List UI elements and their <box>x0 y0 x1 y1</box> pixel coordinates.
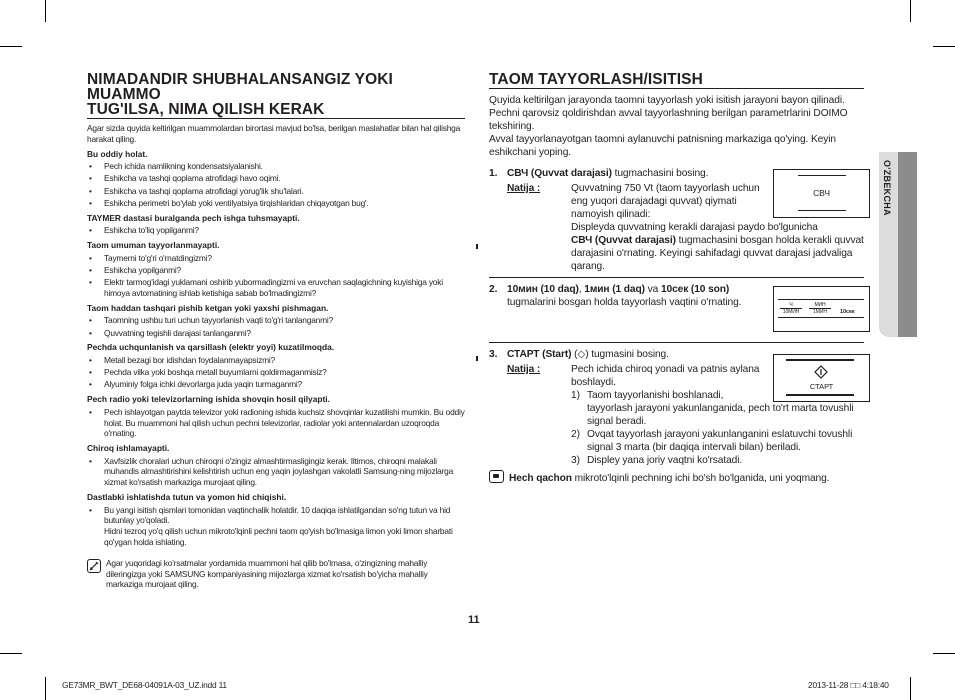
note-pencil-icon <box>87 559 101 573</box>
list-item: 1) Taom tayyorlanishi boshlanadi, <box>571 390 724 401</box>
bullet-list <box>87 315 465 338</box>
divider <box>489 342 864 343</box>
crop-mark <box>0 46 22 47</box>
list-item: tayyorlash jarayoni yakunlanganida, pech to'rt marta tovushli signal beradi. <box>587 403 854 427</box>
title-line: NIMADANDIR SHUBHALANSANGIZ YOKI MUAMMO <box>87 71 393 103</box>
list-item: • Eshikcha va tashqi qoplama atrofidagi havo oqimi. <box>89 173 281 184</box>
list-item: • Pechda vilka yoki boshqa metall buyumlarni qoldirmaganmisiz? <box>89 367 327 378</box>
list-item: • Pech ichida namlikning kondensatsiyalanishi. <box>89 161 263 172</box>
display-power-level: СВЧ <box>773 169 870 218</box>
group-heading: Pech radio yoki televizorlarning ishida shovqin hosil qilyapti. <box>87 394 330 405</box>
bullet-list <box>87 253 465 299</box>
title-line: TUG'ILSA, NIMA QILISH KERAK <box>87 101 325 118</box>
result-label: Natija : <box>507 183 541 194</box>
step-3: 3. СТАРТ (Start) (◇) tugmasini bosing. Natija : Pech ichida chiroq yonadi va patnis aylana boshlaydi. 1) Taom tayyorlanishi boshlanadi, tayyorlash jarayoni yakunlanganida, pech to'rt marta tovushli signal beradi. 2) Ovqat tayyorlash jarayoni yakunlanganini eslatuvchi tovushli signal 3 marta (bir daqiqa intervali bilan) beriladi. 3) Displey yana joriy vaqtni ko'rsatadi. СТАРТ <box>489 348 864 467</box>
start-diamond-icon: ◇ <box>577 349 586 360</box>
list-item: 3) Displey yana joriy vaqtni ko'rsatadi. <box>571 455 743 466</box>
list-item: • Elektr tarmog'idagi yuklamani oshirib yubormadingizmi va eruvchan saqlagichning kuyishiga yoki himoya avtomatining ishlab ketishiga sabab bo'lmadingizmi? <box>89 277 443 298</box>
group-heading: TAYMER dastasi buralganda pech ishga tuhsmayapti. <box>87 212 300 223</box>
bullet-list <box>87 161 465 209</box>
list-item: • Quvvatning tegishli darajasi tanlanganmi? <box>89 327 251 338</box>
intro-text: Agar sizda quyida keltirilgan muammolardan birortasi mavjud bo'lsa, berilgan maslahatlar bilan hal qilishga harakat qiling. <box>87 123 461 144</box>
list-item: • Eshikcha perimetri bo'ylab yoki ventilyatsiya tirqishlaridan chiqayotgan bug'. <box>89 197 369 208</box>
bullet-list <box>87 355 465 390</box>
step-1: 1. СВЧ (Quvvat darajasi) tugmachasini bosing. Natija : Quvvatning 750 Vt (taom tayyorlash uchun eng yuqori darajadagi quvvat) qiymati namoyish qilinadi: Displeyda quvvatning kerakli darajasi paydo bo'lgunicha СВЧ (Quvvat darajasi) tugmachasini bosgan holda kerakli quvvat darajasini o'rnating. Keyingi sahifadagi quvvat darajasi jadvaliga qarang. СВЧ <box>489 167 864 273</box>
list-item: • Eshikcha to'liq yopilganmi? <box>89 225 199 236</box>
crop-mark <box>45 677 46 700</box>
footer-timestamp: 2013-11-28 □□ 4:18:40 <box>808 680 889 690</box>
pointing-hand-icon <box>489 470 504 483</box>
crop-mark <box>933 46 955 47</box>
list-item: • Metall bezagi bor idishdan foydalanmayapsizmi? <box>89 354 275 365</box>
list-item: • Eshikcha va tashqi qoplama atrofidagi yorug'lik shu'lalari. <box>89 185 304 196</box>
cooking-section <box>489 72 864 485</box>
list-item: • Alyuminiy folga ichki devorlarga juda yaqin turmaganmi? <box>89 379 303 390</box>
crop-mark <box>45 0 46 22</box>
list-item: • Pech ishlayotgan paytda televizor yoki radioning ishida kuchsiz shovqinlar kuzatilishi mumkin. Bu oddiy holat. Bu muammoni hal qilish uchun pechni televizorlar, radiolar yoki antennalardan uzoqroqda o'rnating. <box>89 406 465 439</box>
start-diamond-icon <box>814 365 828 379</box>
divider <box>489 277 864 278</box>
bullet-list <box>87 407 465 439</box>
section-title: TAOM TAYYORLASH/ISITISH <box>489 72 864 89</box>
crop-mark <box>910 0 911 22</box>
intro-text: Avval tayyorlanayotgan taomni aylanuvchi patnisning markaziga qo'ying. Keyin eshikchani yoping. <box>489 134 836 158</box>
result-label: Natija : <box>507 364 541 375</box>
step-2: 2. 10мин (10 daq), 1мин (1 daq) va 10сек (10 son) tugmalarini bosgan holda tayyorlash vaqtini o'rnating. Ч 10МИН МИН 1МИН 10сек <box>489 283 864 338</box>
list-item: • Xavfsizlik choralari uchun chiroqni o'zingiz almashtirmasligingiz kerak. Iltimos, chiroqni malakali muhandis almashtirishini kelishtirish uchun eng yaqin joylashgan vakolatli Samsung-ning mijozlarga xizmat ko'rsatish markaziga murojaat qiling. <box>89 455 454 488</box>
bullet-list <box>87 505 465 548</box>
intro-text: Quyida keltirilgan jarayonda taomni tayyorlash yoki isitish jarayoni bayon qilinadi. Pechni qarovsiz qoldirishdan avval tayyorlashning berilgan parametrlarini DOIMO tekshiring. <box>489 95 848 132</box>
group-heading: Taom haddan tashqari pishib ketgan yoki yaxshi pishmagan. <box>87 302 329 313</box>
group-heading: Taom umuman tayyorlanmayapti. <box>87 240 220 251</box>
language-label: O'ZBEKCHA <box>882 160 892 216</box>
crop-mark <box>933 653 955 654</box>
crop-mark <box>910 677 911 700</box>
language-tab <box>879 152 917 337</box>
list-item: 2) Ovqat tayyorlash jarayoni yakunlanganini eslatuvchi tovushli signal 3 marta (bir daqiqa intervali bilan) beriladi. <box>571 429 853 453</box>
list-item: • Bu yangi isitish qismlari tomonidan vaqtinchalik holatdir. 10 daqiqa ishlatilgandan so'ng tutun va hid butunlay yo'qoladi. Hidni tezroq yo'q qilish uchun mikroto'lqinli pechni taom qo'yish bo'lmasiga limon yoki limon sharbati qo'ygan holda ishlating. <box>89 504 453 547</box>
note: Agar yuqoridagi ko'rsatmalar yordamida muammoni hal qilib bo'lmasa, o'zingizning mahalliy dileringizga yoki SAMSUNG kompaniyasining mijozlarga xizmat ko'rsatish bo'yicha mahalliy markaziga murojaat qiling. <box>87 558 465 590</box>
center-mark <box>476 356 478 361</box>
display-start-button: СТАРТ <box>773 354 870 402</box>
footer-filename: GE73MR_BWT_DE68-04091A-03_UZ.indd 11 <box>62 680 227 690</box>
warning-note: Hech qachon mikroto'lqinli pechning ichi bo'sh bo'lganida, uni yoqmang. <box>489 470 864 485</box>
page-number: 11 <box>468 614 480 626</box>
group-heading: Dastlabki ishlatishda tutun va yomon hid chiqishi. <box>87 492 287 503</box>
crop-mark <box>0 653 22 654</box>
list-item: • Eshikcha yopilganmi? <box>89 264 182 275</box>
bullet-list <box>87 225 465 236</box>
group-heading: Bu oddiy holat. <box>87 148 148 159</box>
list-item: • Taomning ushbu turi uchun tayyorlanish vaqti to'g'ri tanlanganmi? <box>89 315 334 326</box>
troubleshooting-section <box>87 72 465 590</box>
group-heading: Chiroq ishlamayapti. <box>87 443 170 454</box>
list-item: • Taymerni to'g'ri o'rnatdingizmi? <box>89 252 212 263</box>
group-heading: Pechda uchqunlanish va qarsillash (elektr yoyi) kuzatilmoqda. <box>87 342 335 353</box>
center-mark <box>476 244 478 249</box>
section-title <box>87 72 465 119</box>
bullet-list <box>87 456 465 488</box>
display-time-buttons: Ч 10МИН МИН 1МИН 10сек <box>773 286 870 332</box>
